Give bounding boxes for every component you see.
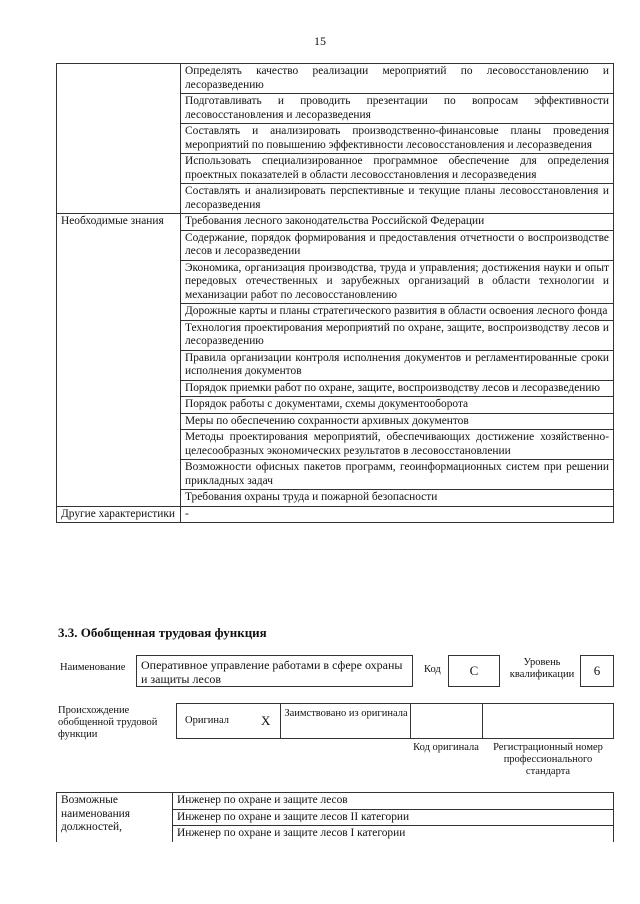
skill-item: Определять качество реализации мероприятий по лесовосстановлению и лесоразведению (181, 64, 614, 94)
knowledge-item: Правила организации контроля исполнения документов и регламентированные сроки исполнения документов (181, 350, 614, 380)
borrowed-label: Заимствовано из оригинала (284, 708, 408, 719)
knowledge-item: Меры по обеспечению сохранности архивных документов (181, 413, 614, 430)
table-row (57, 793, 614, 810)
level-value: 6 (580, 655, 614, 687)
name-label: Наименование (60, 662, 126, 673)
posts-table (56, 792, 614, 842)
page-number: 15 (314, 34, 326, 48)
post-item: Инженер по охране и защите лесов I категории (173, 826, 614, 842)
knowledge-item: Возможности офисных пакетов программ, геоинформационных систем при решении прикладных задач (181, 460, 614, 490)
knowledge-item: Дорожные карты и планы стратегического развития в области освоения лесного фонда (181, 304, 614, 321)
code-value: C (448, 655, 500, 687)
borrowed-cell (280, 703, 410, 739)
knowledge-item: Требования лесного законодательства Российской Федерации (181, 214, 614, 231)
level-label: Уровень квалификации (509, 657, 575, 680)
skill-item: Использовать специализированное программное обеспечение для определения проектных показателей в области лесовосстановления и лесоразведения (181, 154, 614, 184)
knowledge-label: Необходимые знания (57, 214, 181, 507)
section-heading: 3.3. Обобщенная трудовая функция (58, 625, 267, 640)
skills-label-cell (57, 64, 181, 214)
skill-item: Составлять и анализировать перспективные и текущие планы лесовосстановления и лесоразведения (181, 184, 614, 214)
reg-number-caption: Регистрационный номер профессионального стандарта (493, 742, 603, 777)
knowledge-item: Технология проектирования мероприятий по охране, защите, воспроизводству лесов и лесоразведению (181, 320, 614, 350)
original-cell (176, 703, 280, 739)
other-characteristics-label: Другие характеристики (57, 506, 181, 523)
table-row (57, 64, 614, 94)
posts-label: Возможные наименования должностей, (57, 793, 173, 842)
table-row (57, 506, 614, 523)
reg-number-cell (482, 703, 614, 739)
table-row (57, 214, 614, 231)
code-label: Код (424, 664, 441, 675)
other-characteristics-value: - (181, 506, 614, 523)
skill-item: Составлять и анализировать производственно-финансовые планы проведения мероприятий по повышению эффективности лесовосстановления и лесоразведения (181, 124, 614, 154)
origin-code-caption: Код оригинала (413, 742, 479, 753)
knowledge-item: Содержание, порядок формирования и предоставления отчетности о воспроизводстве лесов и лесоразведении (181, 230, 614, 260)
knowledge-item: Требования охраны труда и пожарной безопасности (181, 490, 614, 507)
skill-item: Подготавливать и проводить презентации по вопросам эффективности лесовосстановления и лесоразведения (181, 94, 614, 124)
post-item: Инженер по охране и защите лесов (173, 793, 614, 810)
knowledge-item: Экономика, организация производства, труда и управления; достижения науки и опыт передовых отечественных и зарубежных организаций в области технологии и механизации работ по лесовосстановлению (181, 260, 614, 304)
name-value: Оперативное управление работами в сфере охраны и защиты лесов (136, 655, 413, 687)
post-item: Инженер по охране и защите лесов II категории (173, 809, 614, 826)
knowledge-item: Порядок работы с документами, схемы документооборота (181, 397, 614, 414)
origin-label: Происхождение обобщенной трудовой функции (58, 705, 158, 740)
requirements-table (56, 63, 614, 523)
knowledge-item: Порядок приемки работ по охране, защите, воспроизводству лесов и лесоразведению (181, 380, 614, 397)
original-label: Оригинал (185, 715, 229, 726)
origin-code-cell (410, 703, 482, 739)
origin-table (176, 703, 614, 739)
original-mark: X (261, 713, 271, 728)
knowledge-item: Методы проектирования мероприятий, обеспечивающих достижение хозяйственно-целесообразных экономических результатов в лесовосстановлении (181, 430, 614, 460)
